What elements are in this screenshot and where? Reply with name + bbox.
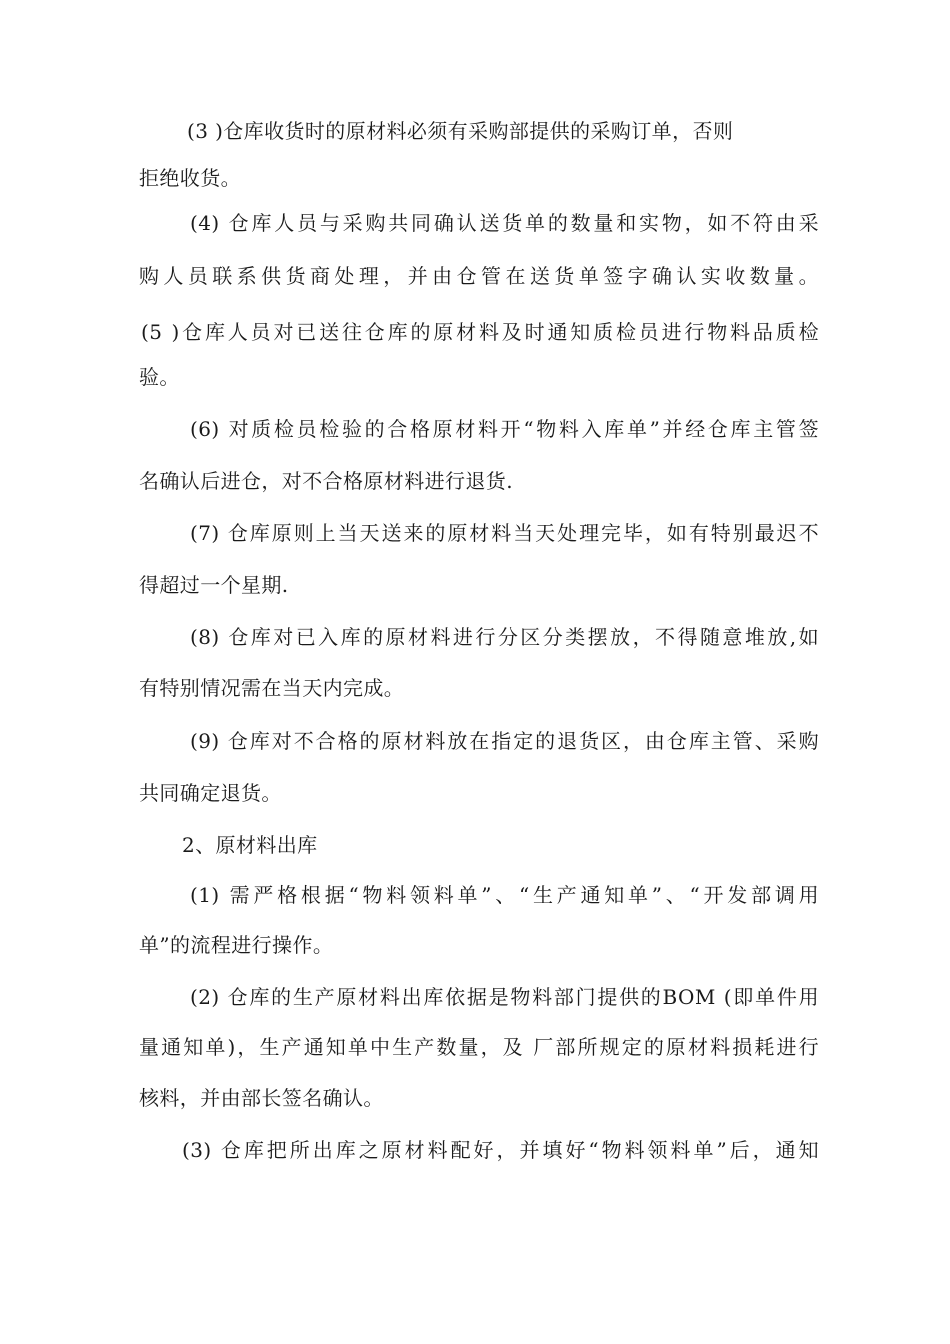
text-line: (5 )仓库人员对已送往仓库的原材料及时通知质检员进行物料品质检 — [141, 320, 819, 344]
text-line: (4) 仓库人员与采购共同确认送货单的数量和实物，如不符由采 — [190, 211, 819, 235]
section-heading: 2、原材料出库 — [182, 833, 318, 857]
text-line: 单”的流程进行操作。 — [139, 933, 334, 957]
text-line: 核料，并由部长签名确认。 — [139, 1086, 384, 1110]
text-line: 拒绝收货。 — [139, 166, 241, 190]
text-line: 量通知单)，生产通知单中生产数量，及 厂部所规定的原材料损耗进行 — [139, 1035, 819, 1059]
text-line: (6) 对质检员检验的合格原材料开“物料入库单”并经仓库主管签 — [190, 417, 819, 441]
text-line: (3 )仓库收货时的原材料必须有采购部提供的采购订单，否则 — [187, 119, 734, 143]
text-line: 有特别情况需在当天内完成。 — [139, 676, 405, 700]
text-line: 得超过一个星期. — [139, 573, 289, 597]
text-line: (7) 仓库原则上当天送来的原材料当天处理完毕，如有特别最迟不 — [190, 521, 819, 545]
text-line: 验。 — [139, 365, 180, 389]
text-line: (9) 仓库对不合格的原材料放在指定的退货区，由仓库主管、采购 — [190, 729, 819, 753]
text-line: 购人员联系供货商处理，并由仓管在送货单签字确认实收数量。 — [139, 264, 819, 288]
text-line: (1) 需严格根据“物料领料单”、“生产通知单”、“开发部调用 — [190, 883, 819, 907]
text-line: 名确认后进仓，对不合格原材料进行退货. — [139, 469, 513, 493]
text-line: (8) 仓库对已入库的原材料进行分区分类摆放，不得随意堆放,如 — [190, 625, 819, 649]
text-line: (3) 仓库把所出库之原材料配好，并填好“物料领料单”后，通知 — [182, 1138, 819, 1162]
text-line: 共同确定退货。 — [139, 781, 282, 805]
text-line: (2) 仓库的生产原材料出库依据是物料部门提供的BOM (即单件用 — [190, 985, 819, 1009]
